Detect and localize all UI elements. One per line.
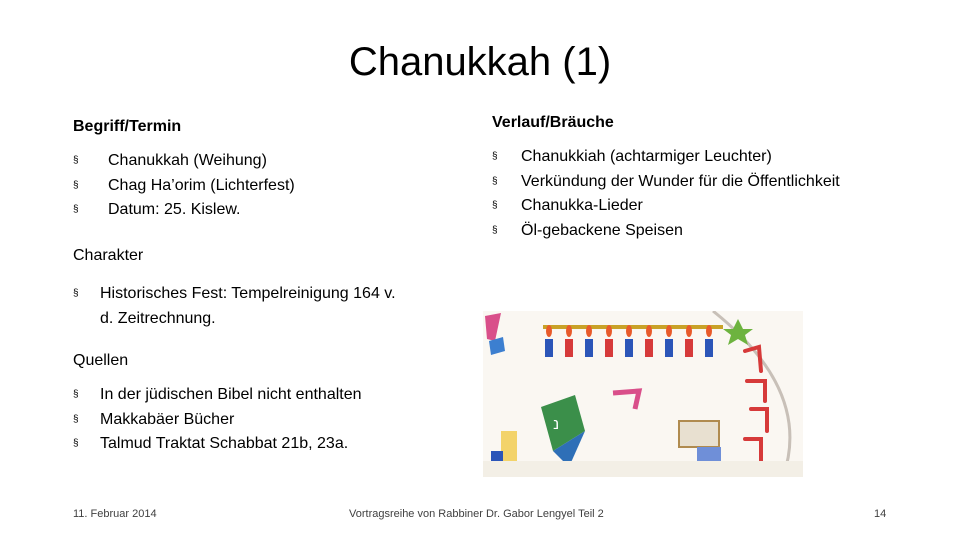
bullet-icon: § bbox=[73, 155, 79, 166]
list-item: § Datum: 25. Kislew. bbox=[73, 198, 403, 223]
bullet-icon: § bbox=[73, 179, 79, 191]
bullet-icon: § bbox=[492, 224, 498, 236]
list-item: § Chag Ha’orim (Lichterfest) bbox=[73, 174, 403, 199]
bullet-icon: § bbox=[492, 151, 498, 162]
section-heading-quellen: Quellen bbox=[73, 352, 129, 369]
footer-center-text: Vortragsreihe von Rabbiner Dr. Gabor Lengyel Teil 2 bbox=[349, 508, 604, 520]
svg-text:נ: נ bbox=[553, 414, 560, 433]
list-item: § Makkabäer Bücher bbox=[73, 408, 473, 433]
bullet-icon: § bbox=[73, 389, 79, 400]
footer-page-number: 14 bbox=[874, 508, 887, 520]
section-heading-verlauf: Verlauf/Bräuche bbox=[492, 114, 614, 131]
bullet-icon: § bbox=[492, 200, 498, 211]
begriff-list bbox=[73, 149, 403, 223]
list-item: § In der jüdischen Bibel nicht enthalten bbox=[73, 383, 473, 408]
list-item: § Chanukkah (Weihung) bbox=[73, 149, 403, 174]
list-item: § Talmud Traktat Schabbat 21b, 23a. bbox=[73, 432, 473, 457]
slide-title: Chanukkah (1) bbox=[348, 40, 612, 84]
list-item: § Öl-gebackene Speisen bbox=[492, 219, 912, 244]
footer-date: 11. Februar 2014 bbox=[73, 508, 157, 520]
bullet-icon: § bbox=[73, 288, 79, 299]
list-item: § Historisches Fest: Tempelreinigung 164 v. d. Zeitrechnung. bbox=[73, 282, 403, 331]
bullet-icon: § bbox=[73, 204, 79, 215]
bullet-icon: § bbox=[492, 175, 498, 187]
list-item: § Chanukka-Lieder bbox=[492, 194, 912, 219]
bullet-icon: § bbox=[73, 413, 79, 425]
section-heading-begriff: Begriff/Termin bbox=[73, 118, 182, 135]
verlauf-list bbox=[492, 145, 912, 243]
list-item: § Verkündung der Wunder für die Öffentlichkeit bbox=[492, 170, 912, 195]
charakter-list bbox=[73, 282, 403, 331]
list-item: § Chanukkiah (achtarmiger Leuchter) bbox=[492, 145, 912, 170]
quellen-list bbox=[73, 383, 473, 457]
section-heading-charakter: Charakter bbox=[73, 247, 144, 264]
chanukkah-illustration-icon bbox=[483, 311, 803, 477]
chanukkah-illustration bbox=[483, 311, 803, 477]
bullet-icon: § bbox=[73, 438, 79, 449]
